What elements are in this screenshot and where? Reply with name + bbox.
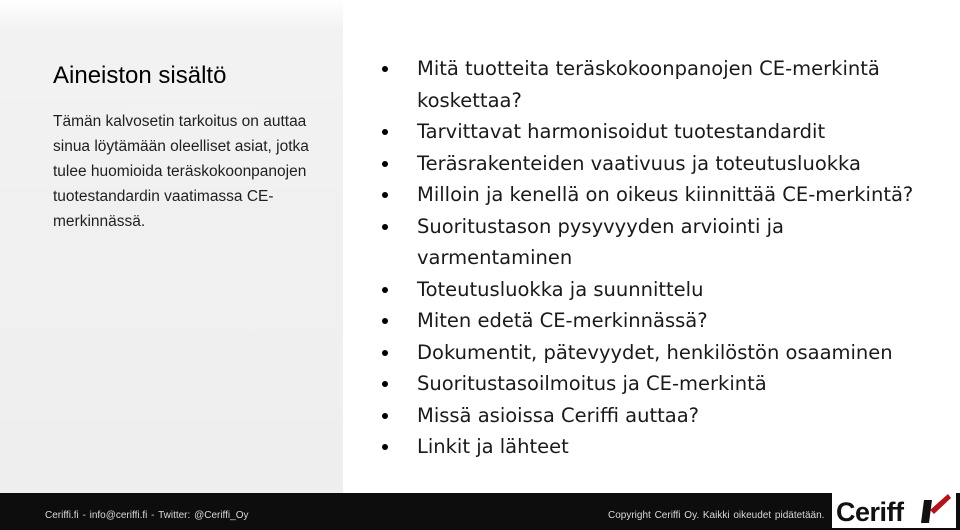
topic-list	[382, 53, 942, 463]
list-item: Teräsrakenteiden vaativuus ja toteutusluokka	[382, 148, 942, 180]
list-item: Miten edetä CE-merkinnässä?	[382, 305, 942, 337]
list-item: Milloin ja kenellä on oikeus kiinnittää CE-merkintä?	[382, 179, 942, 211]
list-item: Dokumentit, pätevyydet, henkilöstön osaaminen	[382, 337, 942, 369]
sidebar-title: Aineiston sisältö	[53, 62, 227, 89]
list-item: Suoritustason pysyvyyden arviointi ja varmentaminen	[382, 211, 942, 274]
footer-contact: Ceriffi.fi - info@ceriffi.fi - Twitter: @Ceriffi_Oy	[45, 510, 249, 521]
sidebar-panel	[0, 0, 343, 493]
list-item: Suoritustasoilmoitus ja CE-merkintä	[382, 368, 942, 400]
footer-copyright: Copyright Ceriffi Oy. Kaikki oikeudet pidätetään.	[608, 510, 825, 521]
list-item: Tarvittavat harmonisoidut tuotestandardit	[382, 116, 942, 148]
sidebar-description: Tämän kalvosetin tarkoitus on auttaa sinua löytämään oleelliset asiat, jotka tulee huomioida teräskokoonpanojen tuotestandardin vaatimassa CE-merkinnässä.	[53, 113, 309, 230]
footer-bar	[0, 493, 960, 530]
ceriffi-logo-mark	[832, 490, 956, 528]
list-item: Missä asioissa Ceriffi auttaa?	[382, 400, 942, 432]
list-item: Toteutusluokka ja suunnittelu	[382, 274, 942, 306]
svg-text:Ceriff: Ceriff	[836, 497, 904, 527]
ceriffi-logo	[832, 490, 956, 528]
list-item: Linkit ja lähteet	[382, 431, 942, 463]
list-item: Mitä tuotteita teräskokoonpanojen CE-merkintä koskettaa?	[382, 53, 942, 116]
